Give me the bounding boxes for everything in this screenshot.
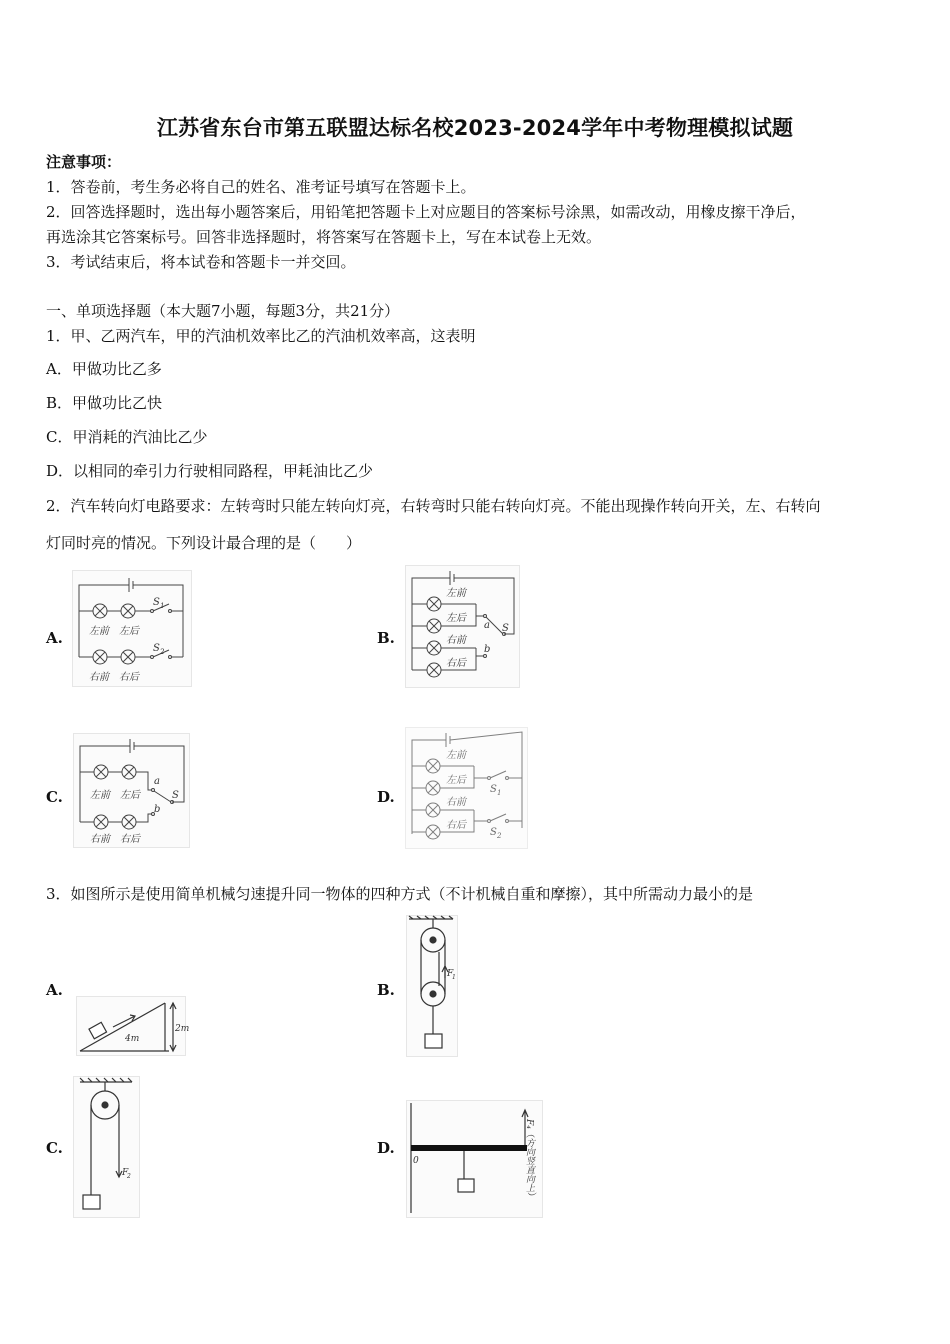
q1-stem: 1．甲、乙两汽车，甲的汽油机效率比乙的汽油机效率高，这表明 [46,327,476,345]
label-s1-sub: 1 [160,602,165,610]
label-b: b [154,804,161,815]
q3-inclined-plane [76,996,190,1056]
q1-option-a: A．甲做功比乙多 [46,360,162,378]
q2-option-d-label: D. [377,788,395,806]
q2-circuit-a [72,570,192,687]
section-heading: 一、单项选择题（本大题7小题，每题3分，共21分） [46,302,400,320]
page-title: 江苏省东台市第五联盟达标名校2023-2024学年中考物理模拟试题 [156,116,794,140]
label-left-rear: 左后 [120,790,140,801]
q3-pulley-block [406,915,458,1057]
q2-circuit-b [405,565,520,688]
q3-option-a-label: A. [46,981,63,999]
q1-option-c: C．甲消耗的汽油比乙少 [46,428,208,446]
label-s1: S [490,784,497,795]
label-s1-sub: 1 [497,789,502,797]
notice-item-2-cont: 再选涂其它答案标号。回答非选择题时，将答案写在答题卡上，写在本试卷上无效。 [46,228,602,246]
label-s2: S [153,643,160,654]
label-f1: F [447,969,454,979]
label-f2: F [122,1168,129,1178]
label-right-rear: 右后 [120,834,140,845]
label-height: 2m [175,1024,190,1034]
q3-option-b-label: B. [377,981,395,999]
label-right-front: 右前 [89,672,109,683]
q1-option-d: D．以相同的牵引力行驶相同路程，甲耗油比乙少 [46,462,374,480]
label-s: S [502,623,509,634]
label-a: a [484,620,490,631]
notice-item-3: 3．考试结束后，将本试卷和答题卡一并交回。 [46,253,356,271]
label-a: a [154,776,160,787]
label-left-rear: 左后 [446,613,466,624]
label-s: S [172,790,179,801]
q3-option-c-label: C. [46,1139,63,1157]
label-right-rear: 右后 [119,672,139,683]
label-left-rear: 左后 [119,626,139,637]
label-right-rear: 右后 [446,820,466,831]
label-origin: 0 [413,1156,419,1166]
label-left-front: 左前 [446,588,466,599]
label-right-front: 右前 [90,834,110,845]
label-s1: S [153,597,160,608]
notice-item-1: 1．答卷前，考生务必将自己的姓名、准考证号填写在答题卡上。 [46,178,476,196]
q2-option-b-label: B. [377,629,395,647]
q3-fixed-pulley [73,1076,140,1218]
label-b: b [484,644,491,655]
label-left-front: 左前 [89,626,109,637]
q2-circuit-d [405,727,528,849]
label-left-rear: 左后 [446,775,466,786]
q3-option-d-label: D. [377,1139,395,1157]
label-left-front: 左前 [446,750,466,761]
label-length: 4m [125,1034,140,1044]
label-right-front: 右前 [446,797,466,808]
q2-option-c-label: C. [46,788,63,806]
q3-stem: 3．如图所示是使用简单机械匀速提升同一物体的四种方式（不计机械自重和摩擦），其中所需动力最小的是 [46,885,754,903]
label-right-rear: 右后 [446,658,466,669]
q2-stem-line2: 灯同时亮的情况。下列设计最合理的是（ ） [46,534,362,552]
label-left-front: 左前 [90,790,110,801]
label-s2: S [490,827,497,838]
label-s2-sub: 2 [160,648,165,656]
q2-circuit-c [73,733,190,848]
q2-option-a-label: A. [46,629,63,647]
q2-stem-line1: 2．汽车转向灯电路要求：左转弯时只能左转向灯亮，右转弯时只能右转向灯亮。不能出现操作转向开关，左、右转向 [46,497,821,515]
notice-heading: 注意事项： [46,153,122,171]
label-f4: F₄（方向竖直向上） [524,1119,534,1201]
q1-option-b: B．甲做功比乙快 [46,394,163,412]
q3-lever [406,1100,543,1218]
label-s2-sub: 2 [497,832,502,840]
label-f1-sub: 1 [452,974,456,981]
label-f2-sub: 2 [127,1173,131,1180]
notice-item-2: 2．回答选择题时，选出每小题答案后，用铅笔把答题卡上对应题目的答案标号涂黑，如需改动，用橡皮擦干净后， [46,203,806,221]
label-right-front: 右前 [446,635,466,646]
